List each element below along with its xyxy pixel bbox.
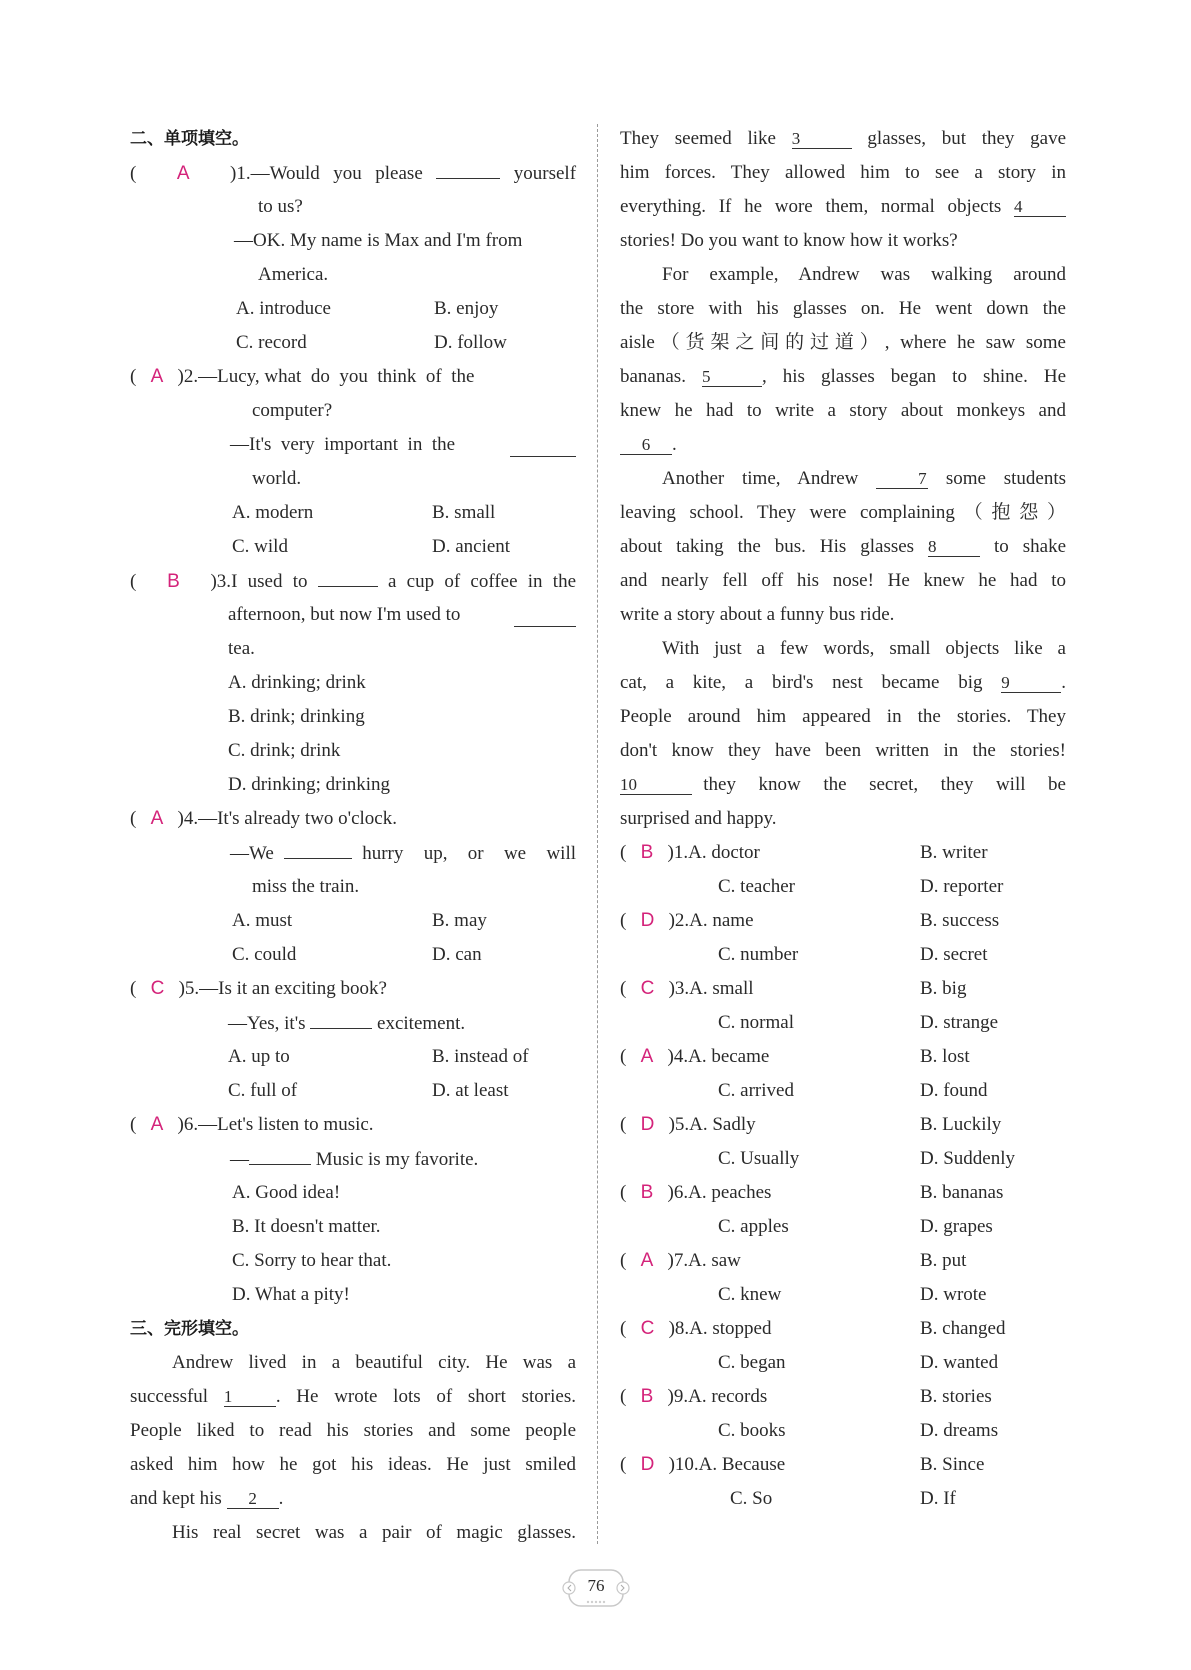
passage-line: People liked to read his stories and some people [130, 1420, 576, 1441]
cloze-question-options-row [620, 1482, 1066, 1516]
section-2-title: 二、单项填空。 [130, 129, 249, 149]
cloze-passage-left [130, 1346, 576, 1550]
option: D. found [920, 1080, 988, 1101]
cloze-question-options-row [620, 938, 1066, 972]
answer-mark: C [640, 1318, 655, 1339]
question-stem-line: ( A )6.—Let's listen to music. [130, 1114, 374, 1135]
passage-line: surprised and happy. [620, 808, 777, 829]
cloze-question-3: ( C )3.A. small B. big [620, 972, 1066, 1006]
option: C. knew [718, 1284, 782, 1305]
cloze-blank-9: 9 [1001, 670, 1061, 693]
option: A. stopped [689, 1318, 772, 1339]
passage-line: 10 they know the secret, they will be [620, 774, 1066, 795]
answer-blank [284, 836, 352, 859]
question-stem-line: ( A )4.—It's already two o'clock. [130, 808, 397, 829]
option: D. wanted [920, 1352, 999, 1373]
option: D. What a pity! [232, 1284, 350, 1305]
cloze-question-options-row [620, 1278, 1066, 1312]
option: C. apples [718, 1216, 789, 1237]
answer-mark: B [640, 1182, 654, 1203]
option: A. became [688, 1046, 770, 1067]
option: C. began [718, 1352, 786, 1373]
passage-line: Andrew lived in a beautiful city. He was a [172, 1352, 576, 1373]
option: D. wrote [920, 1284, 987, 1305]
option: A. peaches [688, 1182, 772, 1203]
cloze-blank-6: 6 [620, 432, 672, 455]
option: A. Sadly [689, 1114, 756, 1135]
page-number-badge [561, 1564, 631, 1614]
answer-mark: B [167, 571, 180, 592]
passage-line: successful 1 . He wrote lots of short stories. [130, 1386, 576, 1407]
cloze-question-options-row [620, 1346, 1066, 1380]
option: B. changed [920, 1318, 1006, 1339]
option: C. normal [718, 1012, 794, 1033]
single-choice-question-6: ( A )6.—Let's listen to music. — Music is my favorite. A. Good idea! B. It doesn't matter. C. Sorry to hear that. D. What a pity! [130, 1108, 576, 1312]
passage-line: aisle（货架之间的过道）, where he saw some [620, 332, 1066, 353]
passage-line: They seemed like 3 glasses, but they gave [620, 128, 1067, 149]
cloze-questions [620, 836, 1066, 1516]
passage-line: With just a few words, small objects like a [662, 638, 1066, 659]
option: C. Usually [718, 1148, 800, 1169]
passage-line: about taking the bus. His glasses 8 to shake [620, 536, 1067, 557]
cloze-question-6: ( B )6.A. peaches B. bananas [620, 1176, 1066, 1210]
passage-line: asked him how he got his ideas. He just smiled [130, 1454, 576, 1475]
option: D. dreams [920, 1420, 999, 1441]
cloze-question-options-row [620, 1210, 1066, 1244]
option: D. follow [434, 332, 507, 353]
cloze-question-8: ( C )8.A. stopped B. changed [620, 1312, 1066, 1346]
answer-mark: D [640, 1114, 655, 1135]
option: A. Because [698, 1454, 786, 1475]
single-choice-question-1: ( A )1.—Would you please yourself to us? —OK. My name is Max and I'm from America. A. introduce B. enjoy C. record D. follow [130, 156, 576, 360]
option: A. up to [228, 1046, 290, 1067]
passage-line: everything. If he wore them, normal objects 4 [620, 190, 1066, 224]
cloze-question-options-row [620, 870, 1066, 904]
cloze-question-options-row [620, 1074, 1066, 1108]
option: D. ancient [432, 536, 511, 557]
option: C. could [232, 944, 297, 965]
question-stem-line: ( A )2.—Lucy, what do you think of the [130, 366, 475, 387]
option: C. arrived [718, 1080, 794, 1101]
option: D. at least [432, 1080, 509, 1101]
passage-line: 6 . [620, 428, 1066, 462]
cloze-question-5: ( D )5.A. Sadly B. Luckily [620, 1108, 1066, 1142]
answer-mark: C [150, 978, 165, 999]
option: B. Luckily [920, 1114, 1002, 1135]
option: B. enjoy [434, 298, 499, 319]
option: D. drinking; drinking [228, 774, 391, 795]
cloze-question-2: ( D )2.A. name B. success [620, 904, 1066, 938]
option: C. books [718, 1420, 786, 1441]
option: B. success [920, 910, 1000, 931]
passage-line: and kept his 2 . [130, 1488, 284, 1509]
option: B. stories [920, 1386, 992, 1407]
answer-mark: A [176, 163, 190, 184]
option: A. name [689, 910, 754, 931]
option: D. Suddenly [920, 1148, 1015, 1169]
page-number: 76 [587, 1576, 605, 1595]
option: C. number [718, 944, 799, 965]
answer-mark: A [150, 808, 164, 829]
answer-mark: A [640, 1046, 654, 1067]
answer-mark: D [640, 1454, 655, 1475]
cloze-question-1: ( B )1.A. doctor B. writer [620, 836, 1066, 870]
option: A. modern [232, 502, 314, 523]
option: B. bananas [920, 1182, 1004, 1203]
cloze-question-options-row [620, 1414, 1066, 1448]
answer-blank [249, 1142, 311, 1165]
answer-mark: C [640, 978, 655, 999]
passage-line: bananas. 5 , his glasses began to shine. He [620, 366, 1067, 387]
passage-line: leaving school. They were complaining（抱怨） [620, 502, 1066, 523]
answer-blank [310, 1006, 372, 1029]
single-choice-question-2: ( A )2.—Lucy, what do you think of the computer? —It's very important in the world. A. modern B. small C. wild D. ancient [130, 360, 576, 564]
section-3-title: 三、完形填空。 [130, 1319, 249, 1339]
cloze-question-7: ( A )7.A. saw B. put [620, 1244, 1066, 1278]
option: D. secret [920, 944, 988, 965]
option: A. introduce [236, 298, 331, 319]
cloze-question-options-row [620, 1006, 1066, 1040]
option: B. big [920, 978, 967, 999]
option: D. can [432, 944, 482, 965]
option: B. It doesn't matter. [232, 1216, 381, 1237]
passage-line: and nearly fell off his nose! He knew he had to [620, 570, 1066, 591]
passage-line: His real secret was a pair of magic glasses. [172, 1522, 576, 1543]
option: B. instead of [432, 1046, 529, 1067]
passage-line: For example, Andrew was walking around [662, 264, 1066, 285]
passage-line: cat, a kite, a bird's nest became big 9 . [620, 672, 1067, 693]
passage-line: stories! Do you want to know how it works? [620, 230, 958, 251]
single-choice-question-3: ( B )3.I used to a cup of coffee in the afternoon, but now I'm used to tea. A. drinking; drink B. drink; drinking C. drink; drink D. drinking; drinking [130, 564, 576, 802]
passage-line: Another time, Andrew 7 some students [662, 468, 1066, 489]
single-choice-question-4: ( A )4.—It's already two o'clock. —We hurry up, or we will miss the train. A. must B. may C. could D. can [130, 802, 576, 972]
answer-blank [436, 156, 500, 179]
answer-blank [514, 604, 576, 627]
question-stem-line: ( A )1.—Would you please yourself [130, 156, 576, 190]
cloze-question-9: ( B )9.A. records B. stories [620, 1380, 1066, 1414]
passage-line: People around him appeared in the stories. They [620, 706, 1066, 727]
passage-line: don't know they have been written in the stories! [620, 740, 1066, 761]
option: A. doctor [688, 842, 760, 863]
cloze-blank-5: 5 [702, 364, 762, 387]
option: C. teacher [718, 876, 796, 897]
option: A. Good idea! [232, 1182, 341, 1203]
option: D. strange [920, 1012, 999, 1033]
option: A. records [688, 1386, 768, 1407]
answer-blank [318, 564, 378, 587]
option: C. drink; drink [228, 740, 341, 761]
question-stem-line: ( B )3.I used to a cup of coffee in the [130, 564, 576, 598]
option: C. wild [232, 536, 288, 557]
answer-mark: A [640, 1250, 654, 1271]
cloze-blank-4: 4 [1014, 194, 1066, 217]
answer-mark: A [150, 366, 164, 387]
cloze-blank-7: 7 [876, 466, 928, 489]
option: D. grapes [920, 1216, 993, 1237]
cloze-blank-10: 10 [620, 772, 692, 795]
right-column [620, 122, 1066, 1516]
column-divider [597, 124, 598, 1544]
left-column [130, 122, 576, 1550]
option: B. lost [920, 1046, 970, 1067]
passage-line: him forces. They allowed him to see a story in [620, 162, 1066, 183]
option: C. full of [228, 1080, 298, 1101]
option: C. Sorry to hear that. [232, 1250, 392, 1271]
passage-line: write a story about a funny bus ride. [620, 604, 895, 625]
cloze-question-4: ( A )4.A. became B. lost [620, 1040, 1066, 1074]
option: C. So [730, 1488, 773, 1509]
option: D. reporter [920, 876, 1004, 897]
option: B. drink; drinking [228, 706, 365, 727]
option: A. drinking; drink [228, 672, 366, 693]
option: B. Since [920, 1454, 985, 1475]
option: A. saw [688, 1250, 741, 1271]
question-stem-line: ( C )5.—Is it an exciting book? [130, 978, 387, 999]
answer-mark: B [640, 842, 654, 863]
option: D. If [920, 1488, 956, 1509]
single-choice-question-5: ( C )5.—Is it an exciting book? —Yes, it's excitement. A. up to B. instead of C. full of D. at least [130, 972, 576, 1108]
option: B. writer [920, 842, 988, 863]
option: C. record [236, 332, 307, 353]
option: B. may [432, 910, 487, 931]
answer-mark: A [150, 1114, 164, 1135]
cloze-blank-8: 8 [928, 534, 980, 557]
passage-line: knew he had to write a story about monkeys and [620, 400, 1066, 421]
cloze-blank-3: 3 [792, 126, 852, 149]
passage-line: the store with his glasses on. He went down the [620, 298, 1066, 319]
option: A. small [689, 978, 754, 999]
cloze-blank-2: 2 [227, 1486, 279, 1509]
answer-blank [510, 434, 576, 457]
answer-mark: D [640, 910, 655, 931]
cloze-blank-1: 1 [224, 1384, 276, 1407]
option: B. put [920, 1250, 967, 1271]
cloze-passage-right [620, 122, 1066, 836]
option: A. must [232, 910, 293, 931]
option: B. small [432, 502, 496, 523]
cloze-question-options-row [620, 1142, 1066, 1176]
cloze-question-10: ( D )10.A. Because B. Since [620, 1448, 1066, 1482]
answer-mark: B [640, 1386, 654, 1407]
